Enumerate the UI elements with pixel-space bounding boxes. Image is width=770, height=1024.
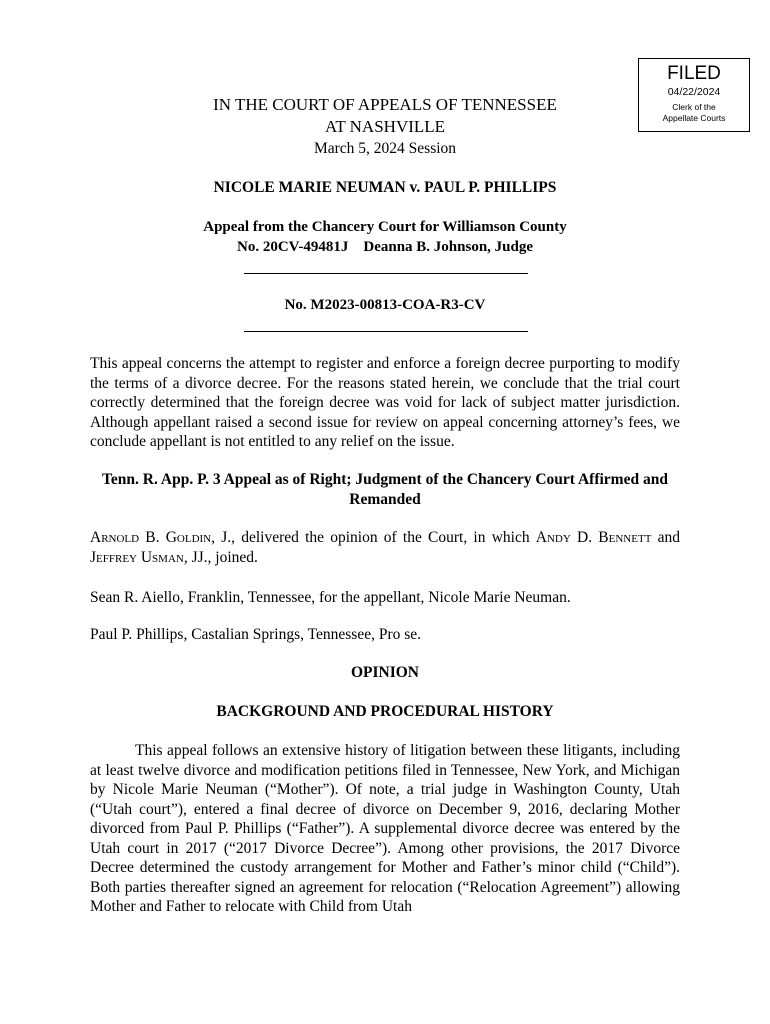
joining-judge: Andy D. Bennett [535,529,652,546]
trial-docket: No. 20CV-49481J Deanna B. Johnson, Judge [236,239,533,255]
session-date: March 5, 2024 Session [313,140,457,157]
body-paragraph: This appeal follows an extensive history of litigation between these litigants, including at least twelve divorce and modification petitions filed in Tennessee, New York, and Michigan by Nicole Marie Neuman (“Mother”). Of note, a trial judge in Washington County, Utah (“Utah court”), entered a final decree of divorce on December 9, 2016, declaring Mother divorced from Paul P. Phillips (“Father”). A supplemental divorce decree was entered by the Utah court in 2017 (“2017 Divorce Decree”). Among other provisions, the 2017 Divorce Decree determined the custody arrangement for Mother and Father’s minor child (“Child”). Both parties thereafter signed an agreement for relocation (“Relocation Agreement”) allowing Mother and Father to relocate with Child from Utah [90,742,680,915]
appeal-from: Appeal from the Chancery Court for Williamson County [203,219,567,235]
disposition: Tenn. R. App. P. 3 Appeal as of Right; Judgment of the Chancery Court Affirmed and Remanded [102,471,668,508]
counsel-appellee: Paul P. Phillips, Castalian Springs, Tennessee, Pro se. [90,626,422,643]
authoring-judges [90,528,680,567]
court-location: AT NASHVILLE [324,117,446,136]
divider-line [244,273,528,274]
authors-text: , J., delivered the opinion of the Court, in which [211,529,536,546]
filed-stamp-courts: Appellate Courts [662,113,726,123]
author-judge: Arnold B. Goldin [90,529,212,546]
case-summary: This appeal concerns the attempt to register and enforce a foreign decree purporting to modify the terms of a divorce decree. For the reasons stated herein, we conclude that the trial court correctly determined that the foreign decree was void for lack of subject matter jurisdiction. Although appellant raised a second issue for review on appeal concerning attorney’s fees, we conclude appellant is not entitled to any relief on the issue. [90,355,680,450]
joining-judge: Jeffrey Usman [90,548,184,566]
filed-stamp-title: FILED [667,63,721,84]
court-name: IN THE COURT OF APPEALS OF TENNESSEE [213,95,557,114]
authors-text: , JJ., joined. [183,548,258,566]
filed-stamp-clerk: Clerk of the [672,102,716,112]
appellate-docket: No. M2023-00813-COA-R3-CV [284,297,486,313]
section-heading: BACKGROUND AND PROCEDURAL HISTORY [216,703,554,720]
authors-text: and [651,529,681,546]
counsel-appellant: Sean R. Aiello, Franklin, Tennessee, for the appellant, Nicole Marie Neuman. [90,589,571,606]
divider-line [244,331,528,332]
case-caption: NICOLE MARIE NEUMAN v. PAUL P. PHILLIPS [213,179,557,196]
filed-stamp-date: 04/22/2024 [667,86,721,98]
opinion-heading: OPINION [350,664,420,681]
